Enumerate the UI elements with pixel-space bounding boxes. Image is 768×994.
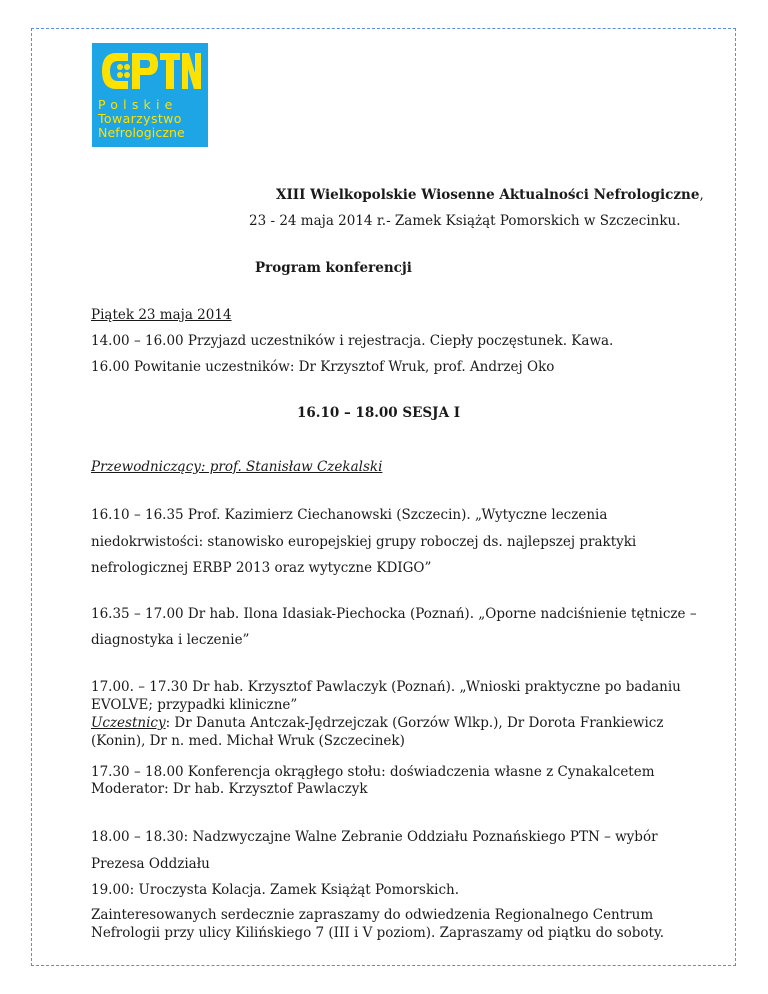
- talk-line: 17.30 – 18.00 Konferencja okrągłego stołu: doświadczenia własne z Cynakalcetem: [91, 764, 655, 780]
- session-chair: Przewodniczący: prof. Stanisław Czekalski: [91, 459, 383, 475]
- session-title: 16.10 – 18.00 SESJA I: [297, 405, 461, 421]
- conference-title-comma: ,: [699, 187, 704, 203]
- ptn-logo-glyph: [98, 49, 202, 93]
- talk-line: niedokrwistości: stanowisko europejskiej grupy roboczej ds. najlepszej praktyki: [91, 534, 637, 550]
- participants-text: : Dr Danuta Antczak-Jędrzejczak (Gorzów Wlkp.), Dr Dorota Frankiewicz: [165, 715, 664, 731]
- ptn-logo: [92, 43, 208, 147]
- conference-dates: 23 - 24 maja 2014 r.- Zamek Książąt Pomorskich w Szczecinku.: [249, 213, 681, 229]
- participants-label: Uczestnicy: [91, 715, 166, 731]
- schedule-item: 16.00 Powitanie uczestników: Dr Krzysztof Wruk, prof. Andrzej Oko: [91, 359, 555, 375]
- program-heading: Program konferencji: [255, 260, 412, 276]
- moderator-line: Moderator: Dr hab. Krzysztof Pawlaczyk: [91, 781, 368, 797]
- logo-line-3: Nefrologiczne: [98, 125, 185, 140]
- meeting-line: Prezesa Oddziału: [91, 856, 210, 872]
- talk-line: 16.35 – 17.00 Dr hab. Ilona Idasiak-Piechocka (Poznań). „Oporne nadciśnienie tętnicze –: [91, 606, 697, 622]
- invite-line: Zainteresowanych serdecznie zapraszamy do odwiedzenia Regionalnego Centrum: [91, 907, 654, 923]
- logo-line-2: Towarzystwo: [98, 111, 182, 126]
- invite-line: Nefrologii przy ulicy Kilińskiego 7 (III i V poziom). Zapraszamy od piątku do soboty.: [91, 925, 665, 941]
- day-label: Piątek 23 maja 2014: [91, 307, 232, 323]
- logo-line-1: Polskie: [98, 97, 178, 112]
- talk-line: 17.00. – 17.30 Dr hab. Krzysztof Pawlaczyk (Poznań). „Wnioski praktyczne po badaniu: [91, 679, 681, 695]
- talk-line: diagnostyka i leczenie”: [91, 632, 250, 648]
- talk-line: nefrologicznej ERBP 2013 oraz wytyczne KDIGO”: [91, 560, 432, 576]
- dinner-line: 19.00: Uroczysta Kolacja. Zamek Książąt Pomorskich.: [91, 882, 460, 898]
- conference-title-line: [276, 187, 704, 204]
- talk-line: EVOLVE; przypadki kliniczne”: [91, 697, 298, 713]
- talk-line: 16.10 – 16.35 Prof. Kazimierz Ciechanowski (Szczecin). „Wytyczne leczenia: [91, 507, 608, 523]
- page-border: [31, 28, 736, 966]
- conference-title: XIII Wielkopolskie Wiosenne Aktualności Nefrologiczne: [276, 187, 700, 203]
- participants-line-2: (Konin), Dr n. med. Michał Wruk (Szczecinek): [91, 733, 405, 749]
- meeting-line: 18.00 – 18.30: Nadzwyczajne Walne Zebranie Oddziału Poznańskiego PTN – wybór: [91, 829, 658, 845]
- participants-line: [91, 715, 663, 732]
- schedule-item: 14.00 – 16.00 Przyjazd uczestników i rejestracja. Ciepły poczęstunek. Kawa.: [91, 333, 614, 349]
